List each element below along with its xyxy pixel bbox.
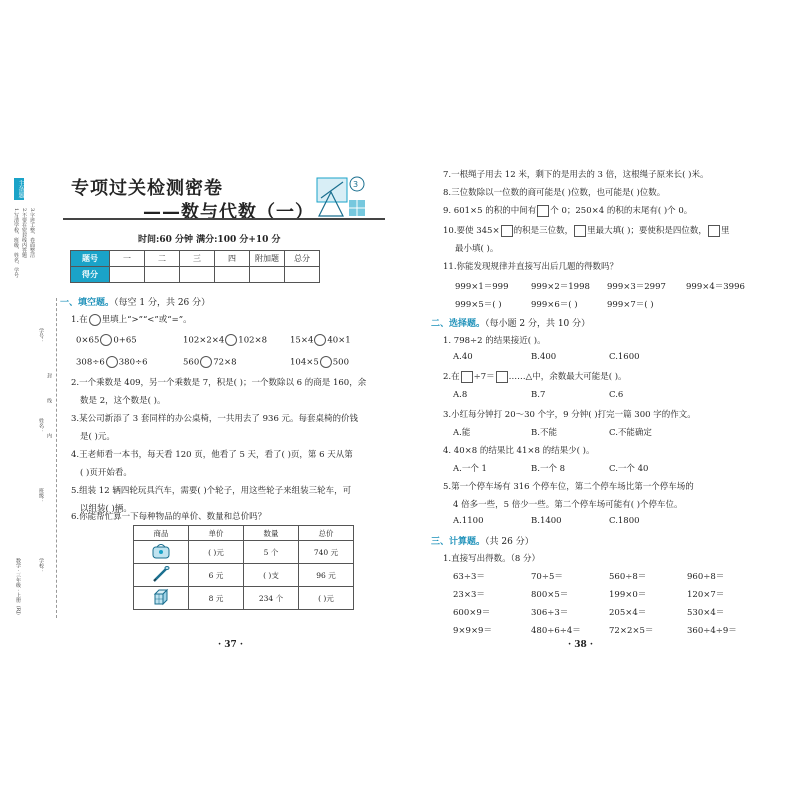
answer-circle[interactable]: [200, 356, 212, 368]
binding-field-class: 班级：: [38, 488, 44, 503]
calc-item[interactable]: 800×5＝: [531, 590, 569, 600]
pattern-item[interactable]: 999×5＝( ): [455, 300, 502, 310]
calc-item[interactable]: 480÷6÷4＝: [531, 626, 581, 636]
answer-circle[interactable]: [225, 334, 237, 346]
binding-field-school: 学校：: [38, 558, 44, 573]
title-rule: [63, 218, 385, 220]
question-4-cont: ( )页开始看。: [80, 468, 132, 478]
section-heading: [431, 316, 590, 329]
section-note: （共 26 分）: [485, 537, 534, 547]
calc-item[interactable]: 23×3＝: [453, 590, 485, 600]
compare-right: 380÷6: [118, 357, 148, 368]
option[interactable]: B.1400: [531, 516, 562, 526]
option[interactable]: B.7: [531, 390, 546, 400]
compare-left: 104×5: [290, 357, 319, 368]
compare-right: 102×8: [238, 335, 268, 346]
calc-item[interactable]: 63÷3＝: [453, 572, 485, 582]
calc-item[interactable]: 120×7＝: [687, 590, 725, 600]
answer-circle[interactable]: [314, 334, 326, 346]
goods-cell: 6 元: [189, 564, 244, 587]
section-note: （每空 1 分，共 26 分）: [114, 298, 211, 308]
goods-cell[interactable]: ( )元: [189, 541, 244, 564]
score-cell: 得分: [71, 267, 110, 283]
score-cell: 二: [145, 251, 180, 267]
page-subtitle: ——数与代数（一）: [143, 202, 314, 223]
calc-item[interactable]: 530×4＝: [687, 608, 725, 618]
section-heading: [431, 534, 534, 547]
goods-header: 总价: [299, 526, 354, 541]
answer-box: [461, 371, 473, 383]
workbook-spread: [8, 150, 790, 650]
compare-item: [76, 334, 137, 346]
answer-circle[interactable]: [106, 356, 118, 368]
compare-left: 560: [183, 357, 200, 368]
calc-item[interactable]: 560÷8＝: [609, 572, 647, 582]
score-cell: 题号: [71, 251, 110, 267]
goods-cell: 96 元: [299, 564, 354, 587]
calc-title: 1.直接写出得数。（8 分）: [443, 554, 540, 564]
page-number: · 37 ·: [218, 640, 244, 650]
answer-box[interactable]: [574, 225, 586, 237]
goods-item-cell: [134, 541, 189, 564]
compare-right: 72×8: [213, 357, 237, 368]
question-text: 的积是三位数，: [513, 226, 574, 236]
goods-cell: 8 元: [189, 587, 244, 610]
calc-item[interactable]: 306÷3＝: [531, 608, 569, 618]
option[interactable]: B.不能: [531, 428, 557, 438]
question-text: 1.在: [71, 315, 88, 325]
score-input-cell[interactable]: [215, 267, 250, 283]
question-text: 里填上“>”“<”或“=”。: [101, 315, 192, 325]
compare-item: [183, 334, 267, 346]
compare-left: 102×2×4: [183, 335, 225, 346]
binding-note: 3.字迹工整、卷面整洁: [29, 208, 35, 258]
question-4: 4.王老师看一本书，每天看 120 页，他看了 5 天，看了( )页，第 6 天从第: [71, 450, 353, 460]
question-text: 2.在: [443, 372, 460, 382]
option[interactable]: C.6: [609, 390, 624, 400]
bag-icon: [150, 542, 172, 560]
question-10: [443, 224, 729, 237]
compare-item: [76, 356, 148, 368]
score-input-cell[interactable]: [110, 267, 145, 283]
binding-grade: 数学 · 三年级 · 上册（RJ）: [15, 558, 21, 619]
calc-item[interactable]: 960÷8＝: [687, 572, 725, 582]
question-5-cont: 以组装( )辆。: [80, 504, 132, 514]
goods-header: 单价: [189, 526, 244, 541]
answer-box[interactable]: [501, 225, 513, 237]
score-cell: 附加题: [250, 251, 285, 267]
pen-icon: [150, 565, 172, 583]
option[interactable]: B.400: [531, 352, 557, 362]
score-input-cell[interactable]: [250, 267, 285, 283]
pattern-item[interactable]: 999×7＝( ): [607, 300, 654, 310]
pattern-item[interactable]: 999×6＝( ): [531, 300, 578, 310]
question-text: 里最大填( )；要使积是四位数，: [587, 226, 707, 236]
option[interactable]: C.1600: [609, 352, 640, 362]
pattern-item: 999×2＝1998: [531, 282, 590, 292]
binding-field-name: 姓名：: [38, 418, 44, 433]
option[interactable]: A.8: [453, 390, 468, 400]
question-text: 里: [720, 226, 730, 236]
compare-item: [290, 334, 351, 346]
binding-note: 2.不要在密封线内答题: [21, 208, 27, 258]
option[interactable]: C.1800: [609, 516, 640, 526]
score-cell: 三: [180, 251, 215, 267]
score-cell: 四: [215, 251, 250, 267]
question-7: 7.一根绳子用去 12 米，剩下的是用去的 3 倍，这根绳子原来长( )米。: [443, 170, 709, 180]
option[interactable]: C.不能确定: [609, 428, 652, 438]
compare-right: 0+65: [113, 335, 137, 346]
option[interactable]: B.一个 8: [531, 464, 566, 474]
choice-2: [443, 370, 627, 383]
title-block: [63, 172, 383, 224]
option[interactable]: A.能: [453, 428, 471, 438]
pattern-item: 999×3＝2997: [607, 282, 666, 292]
binding-note: 1.写清学校、班级、姓名、学号: [13, 208, 19, 278]
goods-cell[interactable]: ( )元: [299, 587, 354, 610]
score-table: [70, 250, 320, 283]
option[interactable]: C.一个 40: [609, 464, 649, 474]
section-note: （每小题 2 分，共 10 分）: [485, 319, 591, 329]
seal-char: 封: [46, 373, 52, 378]
answer-circle[interactable]: [320, 356, 332, 368]
goods-item-cell: [134, 564, 189, 587]
section-heading: [60, 295, 210, 308]
question-2: 2.一个乘数是 409，另一个乘数是 7，积是( )；一个数除以 6 的商是 160，余: [71, 378, 367, 388]
calc-item[interactable]: 70÷5＝: [531, 572, 563, 582]
seal-char: 内: [46, 433, 52, 438]
compare-left: 15×4: [290, 335, 314, 346]
calc-item[interactable]: 72×2×5＝: [609, 626, 654, 636]
title-decoration-icon: [311, 172, 371, 224]
right-page: [403, 150, 790, 650]
answer-circle[interactable]: [89, 314, 101, 326]
goods-cell[interactable]: ( )支: [244, 564, 299, 587]
compare-item: [183, 356, 237, 368]
question-5: 5.组装 12 辆四轮玩具汽车，需要( )个轮子，用这些轮子来组装三轮车，可: [71, 486, 352, 496]
compare-item: [290, 356, 349, 368]
choice-4: 4. 40×8 的结果比 41×8 的结果少( )。: [443, 446, 595, 456]
goods-cell: 740 元: [299, 541, 354, 564]
option[interactable]: A.40: [453, 352, 473, 362]
score-input-cell[interactable]: [285, 267, 320, 283]
answer-box[interactable]: [708, 225, 720, 237]
exam-info: 时间:60 分钟 满分:100 分+10 分: [138, 235, 281, 245]
calc-item[interactable]: 600×9＝: [453, 608, 491, 618]
question-text: 9. 601×5 的积的中间有: [443, 206, 537, 216]
pattern-item: 999×4＝3996: [686, 282, 745, 292]
goods-header: 商品: [134, 526, 189, 541]
compare-left: 0×65: [76, 335, 100, 346]
score-cell: 一: [110, 251, 145, 267]
compare-right: 500: [332, 357, 349, 368]
pattern-item: 999×1＝999: [455, 282, 509, 292]
seal-line: [56, 298, 57, 618]
question-8: 8.三位数除以一位数的商可能是( )位数，也可能是( )位数。: [443, 188, 666, 198]
section-title: 一、填空题。: [60, 298, 115, 308]
goods-table: [133, 525, 354, 610]
question-3: 3.某公司新添了 3 套同样的办公桌椅，一共用去了 936 元。每套桌椅的价钱: [71, 414, 359, 424]
calc-item[interactable]: 199×0＝: [609, 590, 647, 600]
page-number: · 38 ·: [568, 640, 594, 650]
choice-3: 3.小红每分钟打 20～30 个字，9 分钟( )打完一篇 300 字的作文。: [443, 410, 696, 420]
binding-tag: 主备题: [14, 178, 24, 200]
question-text: ……△中，余数最大可能是( )。: [508, 372, 627, 382]
goods-cell: 234 个: [244, 587, 299, 610]
answer-box[interactable]: [537, 205, 549, 217]
cube-icon: [150, 588, 172, 606]
page-title: 专项过关检测密卷: [71, 178, 223, 199]
compare-right: 40×1: [327, 335, 351, 346]
question-text: ÷7＝: [473, 372, 495, 382]
choice-1: 1. 798÷2 的结果接近( )。: [443, 336, 546, 346]
goods-header: 数量: [244, 526, 299, 541]
option[interactable]: A.一个 1: [453, 464, 487, 474]
question-11: 11.你能发现规律并直接写出后几题的得数吗？: [443, 262, 619, 272]
question-2-cont: 数是 2，这个数是( )。: [80, 396, 166, 406]
goods-cell: 5 个: [244, 541, 299, 564]
section-title: 二、选择题。: [431, 319, 486, 329]
score-cell: 总分: [285, 251, 320, 267]
option[interactable]: A.1100: [453, 516, 484, 526]
section-title: 三、计算题。: [431, 537, 486, 547]
question-9: [443, 204, 692, 217]
answer-circle[interactable]: [100, 334, 112, 346]
question-10-cont: 最小填( )。: [455, 244, 499, 254]
calc-item[interactable]: 205×4＝: [609, 608, 647, 618]
goods-item-cell: [134, 587, 189, 610]
calc-item[interactable]: 360÷4÷9＝: [687, 626, 737, 636]
calc-item[interactable]: 9×9×9＝: [453, 626, 492, 636]
answer-box: [496, 371, 508, 383]
question-text: 10.要使 345×: [443, 226, 500, 236]
svg-text:3: 3: [353, 180, 359, 189]
question-1: [71, 313, 192, 326]
seal-char: 线: [46, 398, 52, 403]
left-page: [8, 150, 398, 650]
binding-margin: [8, 178, 56, 618]
score-input-cell[interactable]: [145, 267, 180, 283]
choice-5-cont: 4 倍多一些，5 倍少一些。第二个停车场可能有( )个停车位。: [453, 500, 683, 510]
choice-5: 5.第一个停车场有 316 个停车位，第二个停车场比第一个停车场的: [443, 482, 694, 492]
binding-field-number: 学号：: [38, 328, 44, 343]
question-text: 个 0；250×4 的积的末尾有( )个 0。: [550, 206, 693, 216]
score-input-cell[interactable]: [180, 267, 215, 283]
question-3-cont: 是( )元。: [80, 432, 115, 442]
question-6: 6.你能帮忙算一下每种物品的单价、数量和总价吗？: [71, 512, 267, 522]
compare-left: 308÷6: [76, 357, 105, 368]
